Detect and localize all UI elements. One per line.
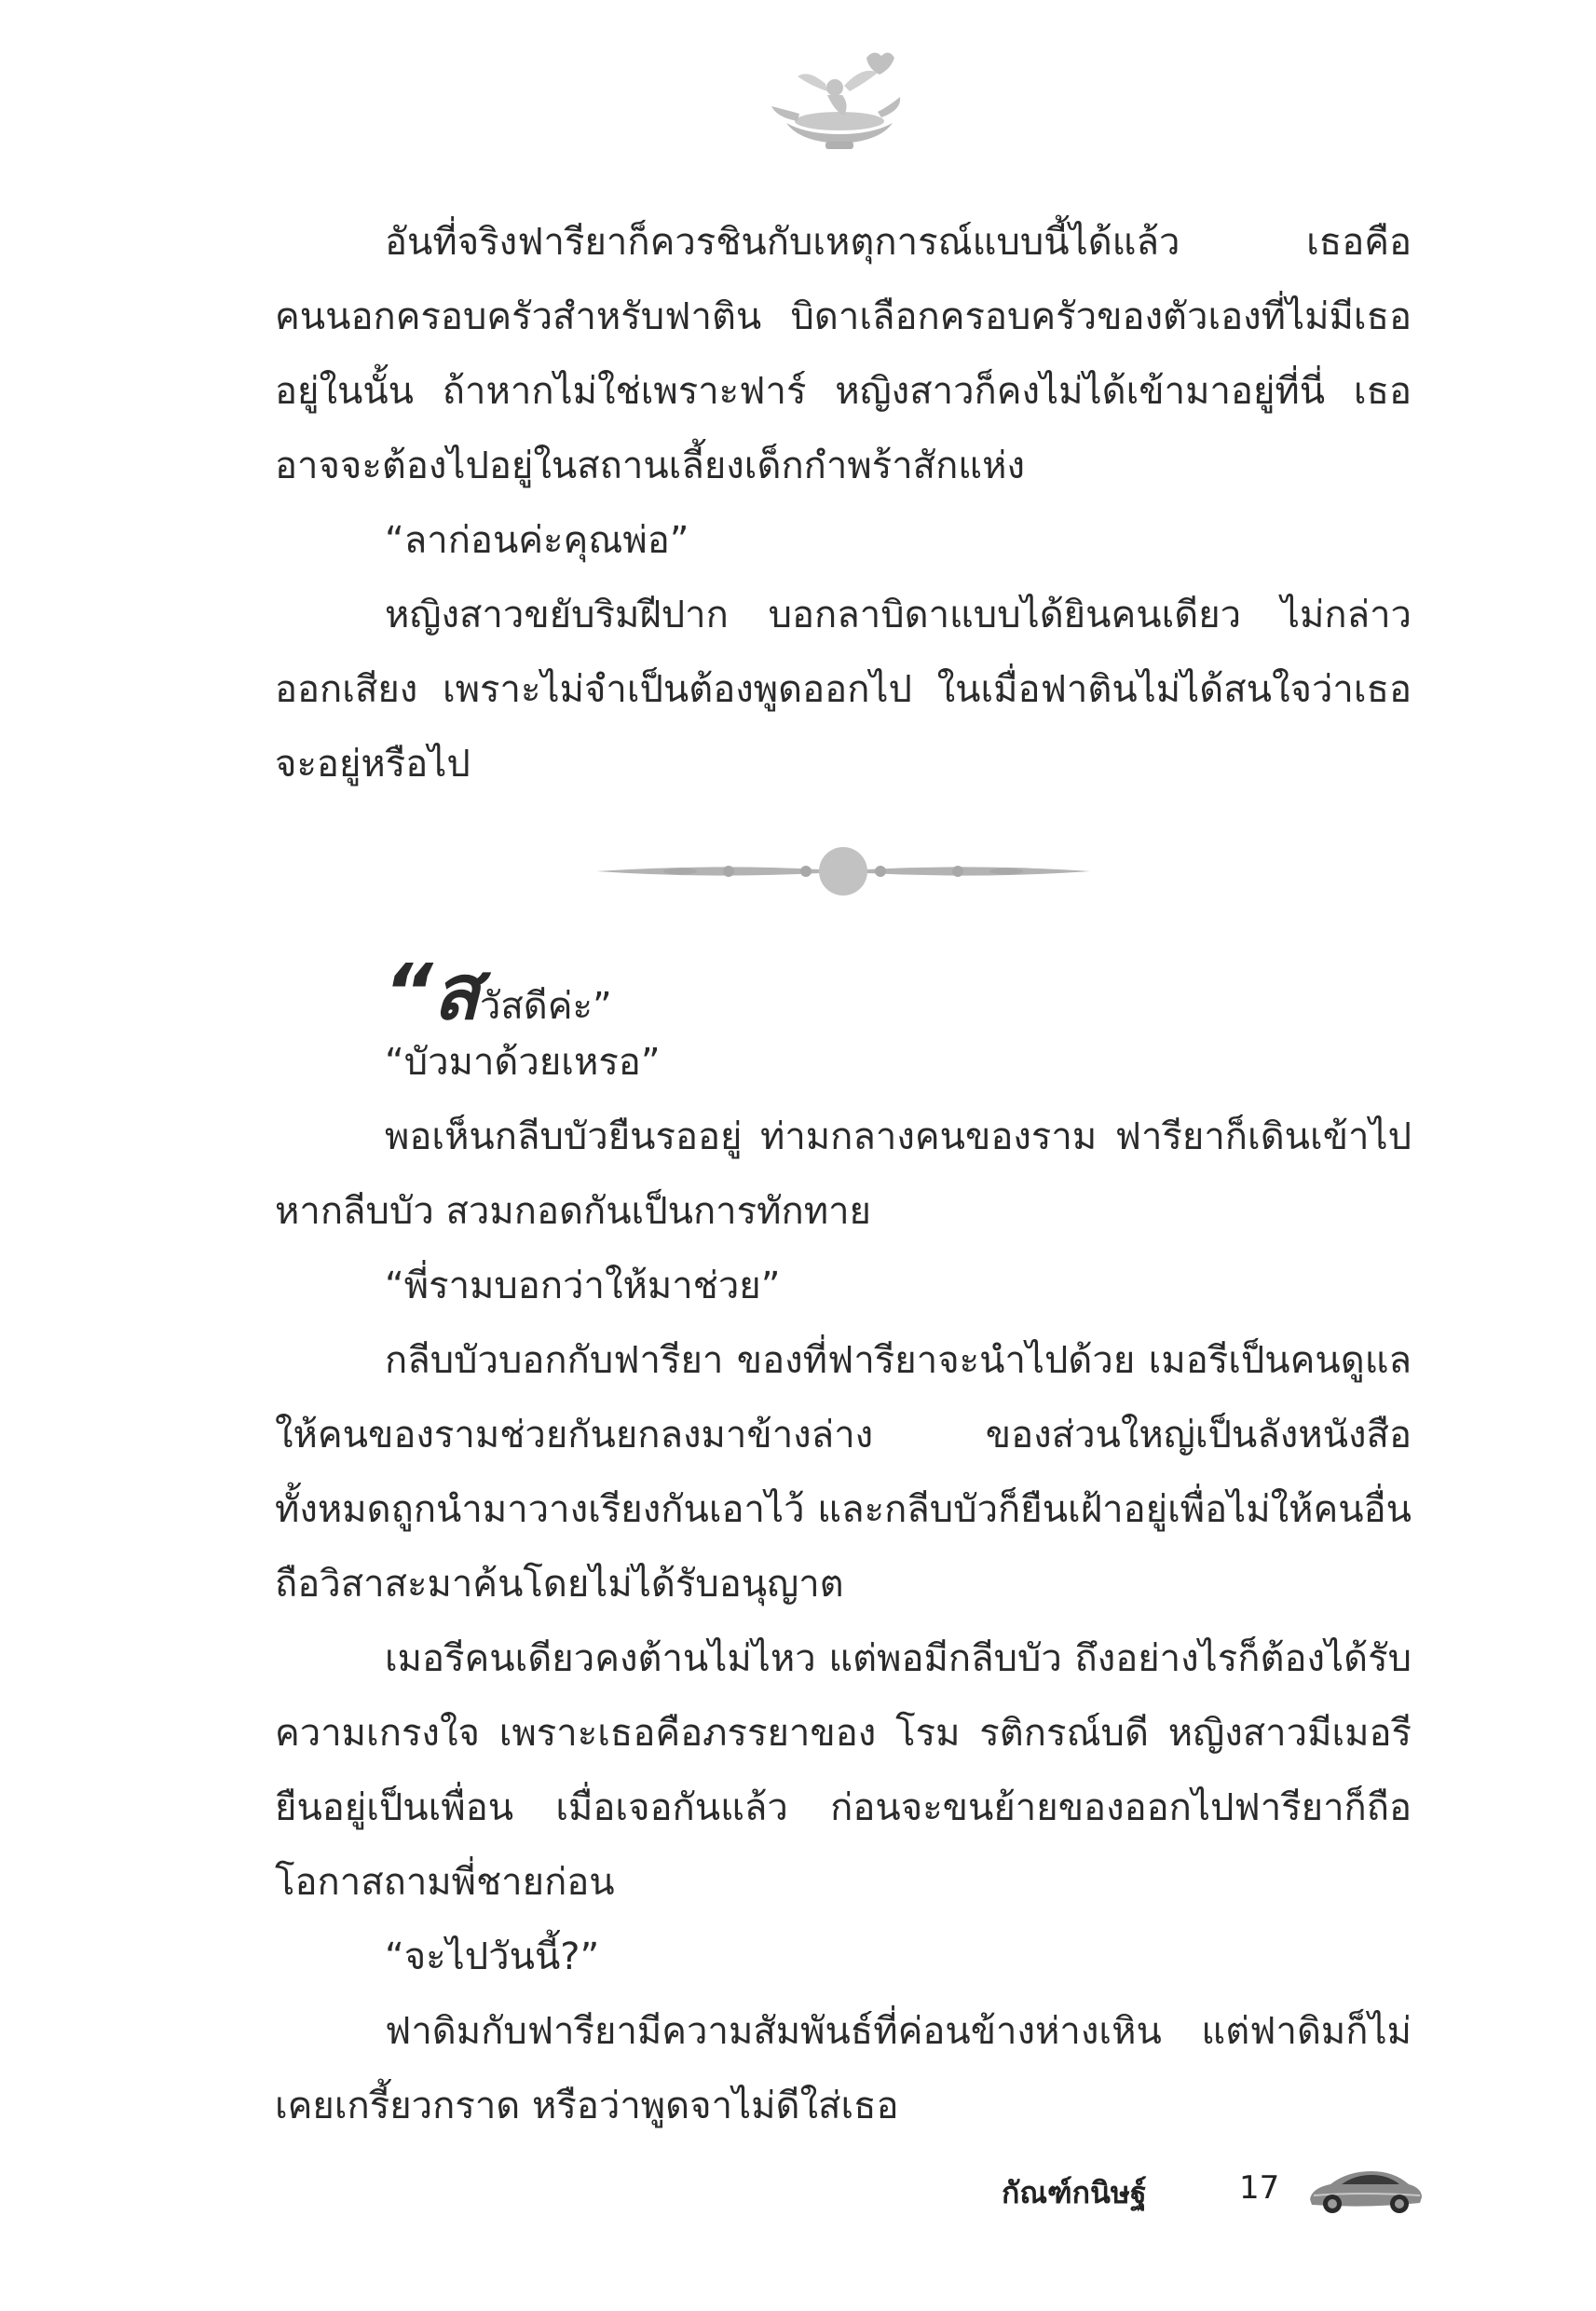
section-2-text bbox=[275, 1025, 1412, 2143]
dialogue-line: “จะไปวันนี้?” bbox=[385, 1935, 600, 1978]
paragraph: พอเห็นกลีบบัวยืนรออยู่ ท่ามกลางคนของราม ฟารียาก็เดินเข้าไปหากลีบบัว สวมกอดกันเป็นการทักทาย bbox=[275, 1115, 1412, 1233]
paragraph: ฟาดิมกับฟารียามีความสัมพันธ์ที่ค่อนข้างห่างเหิน แต่ฟาดิมก็ไม่เคยเกรี้ยวกราด หรือว่าพูดจาไม่ดีใส่เธอ bbox=[275, 2010, 1412, 2127]
ornamental-divider bbox=[596, 843, 1090, 899]
paragraph: หญิงสาวขยับริมฝีปาก บอกลาบิดาแบบได้ยินคนเดียว ไม่กล่าวออกเสียง เพราะไม่จำเป็นต้องพูดออกไป ในเมื่อฟาตินไม่ได้สนใจว่าเธอจะอยู่หรือไป bbox=[275, 594, 1412, 786]
section-1-text bbox=[275, 205, 1412, 801]
dialogue-line: “บัวมาด้วยเหรอ” bbox=[385, 1041, 661, 1084]
dialogue-line: “พี่รามบอกว่าให้มาช่วย” bbox=[385, 1265, 781, 1307]
drop-cap: “ส bbox=[384, 949, 480, 1037]
genie-lamp-cupid-icon bbox=[770, 48, 909, 156]
opening-rest: วัสดีค่ะ” bbox=[479, 985, 612, 1028]
paragraph: เมอรีคนเดียวคงต้านไม่ไหว แต่พอมีกลีบบัว ถึงอย่างไรก็ต้องได้รับความเกรงใจ เพราะเธอคือภรรยาของ โรม รติกรณ์บดี หญิงสาวมีเมอรียืนอยู่เป็นเพื่อน เมื่อเจอกันแล้ว ก่อนจะขนย้ายของออกไปฟารียาก็ถือโอกาสถามพี่ชายก่อน bbox=[275, 1637, 1412, 1904]
paragraph: อันที่จริงฟารียาก็ควรชินกับเหตุการณ์แบบนี้ได้แล้ว เธอคือคนนอกครอบครัวสำหรับฟาติน บิดาเลือกครอบครัวของตัวเองที่ไม่มีเธออยู่ในนั้น ถ้าหากไม่ใช่เพราะฟาร์ หญิงสาวก็คงไม่ได้เข้ามาอยู่ที่นี่ เธออาจจะต้องไปอยู่ในสถานเลี้ยงเด็กกำพร้าสักแห่ง bbox=[275, 221, 1412, 487]
page-number: 17 bbox=[1239, 2169, 1280, 2207]
dialogue-line: “ลาก่อนค่ะคุณพ่อ” bbox=[385, 519, 689, 562]
paragraph: กลีบบัวบอกกับฟารียา ของที่ฟารียาจะนำไปด้วย เมอรีเป็นคนดูแลให้คนของรามช่วยกันยกลงมาข้างล่าง ของส่วนใหญ่เป็นลังหนังสือ ทั้งหมดถูกนำมาวางเรียงกันเอาไว้ และกลีบบัวก็ยืนเฝ้าอยู่เพื่อไม่ให้คนอื่นถือวิสาสะมาค้นโดยไม่ได้รับอนุญาต bbox=[275, 1339, 1412, 1606]
footer-author-name: กัณฑ์กนิษฐ์ bbox=[1002, 2175, 1147, 2210]
sports-car-icon bbox=[1304, 2160, 1425, 2218]
